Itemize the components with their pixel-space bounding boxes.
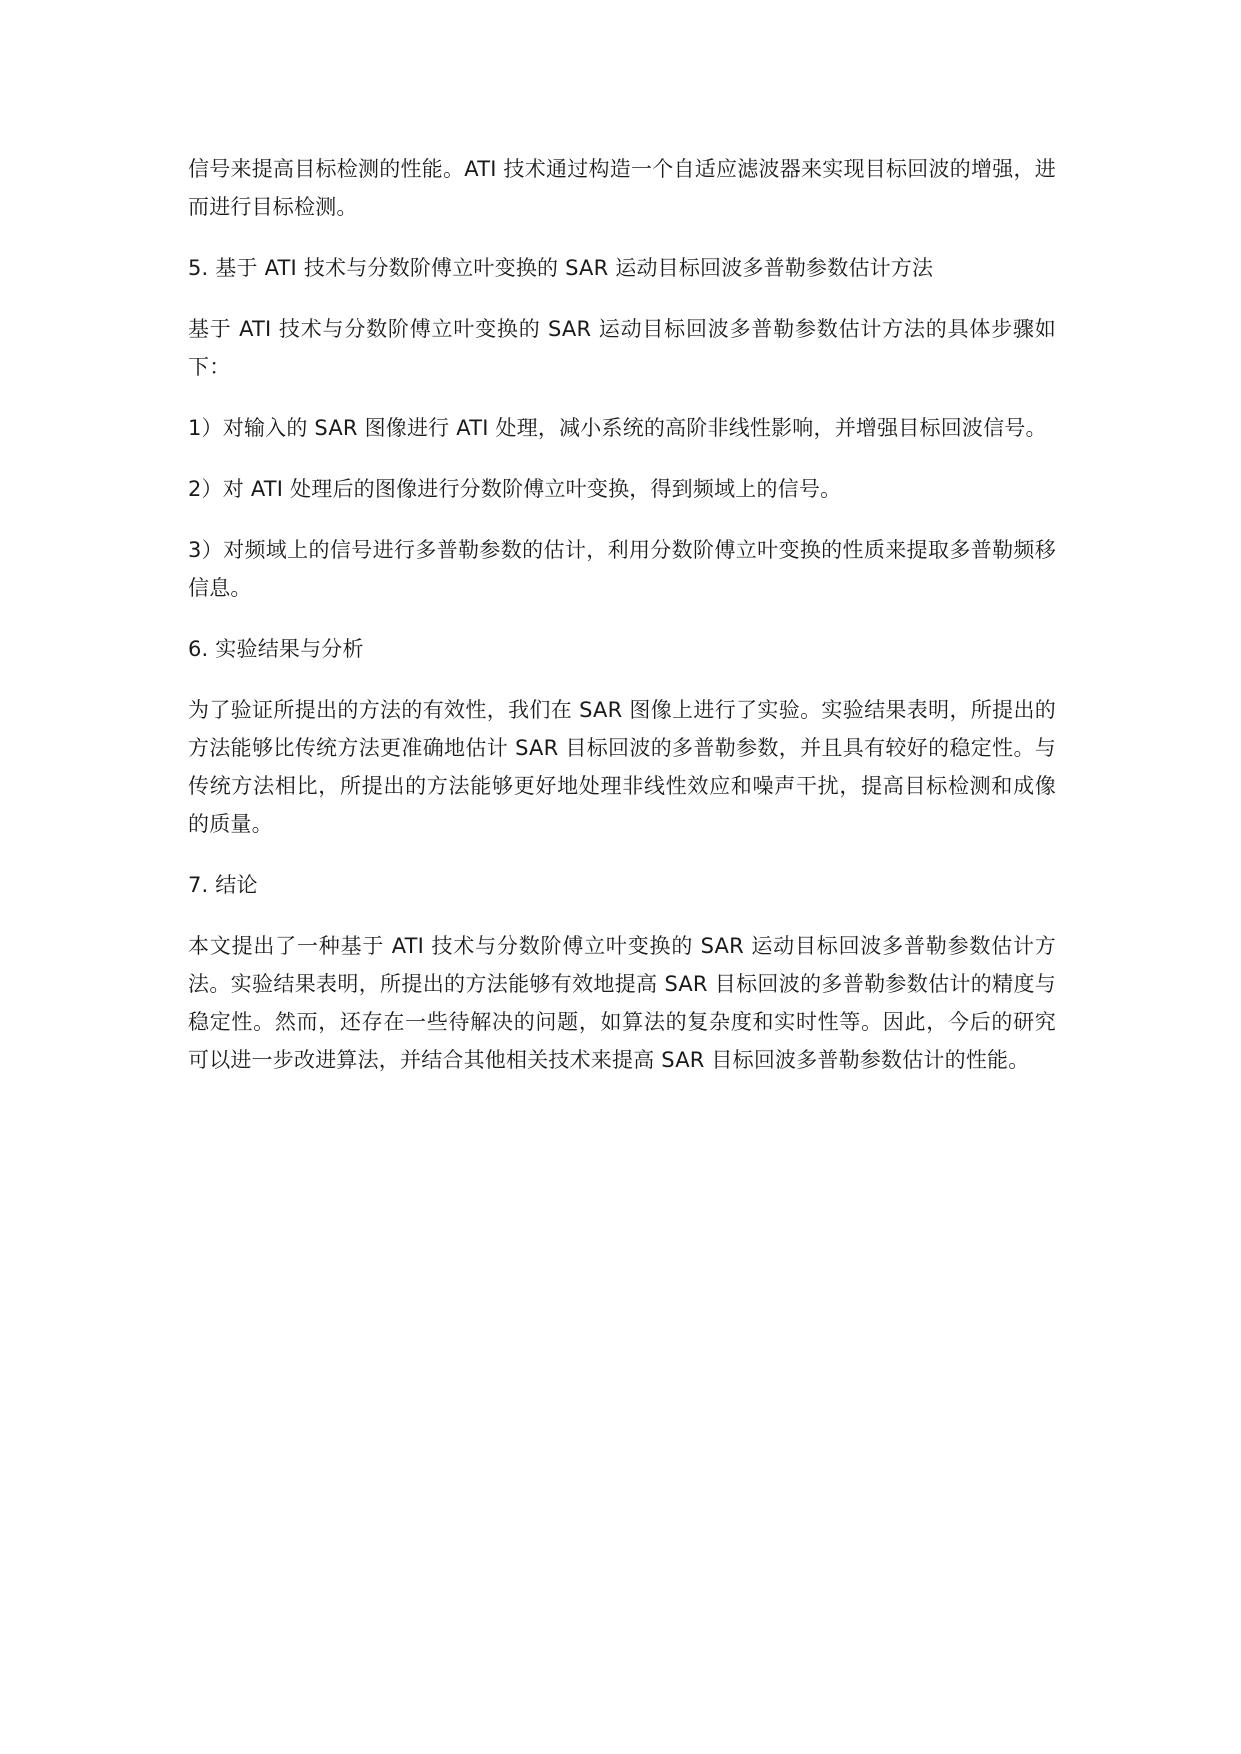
section-heading-6: 6. 实验结果与分析	[188, 637, 364, 661]
paragraph-method-steps-intro: 基于 ATI 技术与分数阶傅立叶变换的 SAR 运动目标回波多普勒参数估计方法的具体步骤如下：	[188, 317, 1056, 379]
list-item-step-1: 1）对输入的 SAR 图像进行 ATI 处理，减小系统的高阶非线性影响，并增强目标回波信号。	[188, 416, 1047, 440]
document-body	[188, 150, 1056, 1079]
paragraph-experiment-results: 为了验证所提出的方法的有效性，我们在 SAR 图像上进行了实验。实验结果表明，所提出的方法能够比传统方法更准确地估计 SAR 目标回波的多普勒参数，并且具有较好的稳定性。与传统方法相比，所提出的方法能够更好地处理非线性效应和噪声干扰，提高目标检测和成像的质量。	[188, 698, 1056, 836]
list-item-step-2: 2）对 ATI 处理后的图像进行分数阶傅立叶变换，得到频域上的信号。	[188, 477, 842, 501]
paragraph-intro-continued: 信号来提高目标检测的性能。ATI 技术通过构造一个自适应滤波器来实现目标回波的增强，进而进行目标检测。	[188, 157, 1056, 219]
list-item-step-3: 3）对频域上的信号进行多普勒参数的估计，利用分数阶傅立叶变换的性质来提取多普勒频移信息。	[188, 538, 1056, 600]
section-heading-5: 5. 基于 ATI 技术与分数阶傅立叶变换的 SAR 运动目标回波多普勒参数估计方法	[188, 256, 934, 280]
paragraph-conclusion: 本文提出了一种基于 ATI 技术与分数阶傅立叶变换的 SAR 运动目标回波多普勒参数估计方法。实验结果表明，所提出的方法能够有效地提高 SAR 目标回波的多普勒参数估计的精度与稳定性。然而，还存在一些待解决的问题，如算法的复杂度和实时性等。因此，今后的研究可以进一步改进算法，并结合其他相关技术来提高 SAR 目标回波多普勒参数估计的性能。	[188, 934, 1056, 1072]
section-heading-7: 7. 结论	[188, 873, 258, 897]
